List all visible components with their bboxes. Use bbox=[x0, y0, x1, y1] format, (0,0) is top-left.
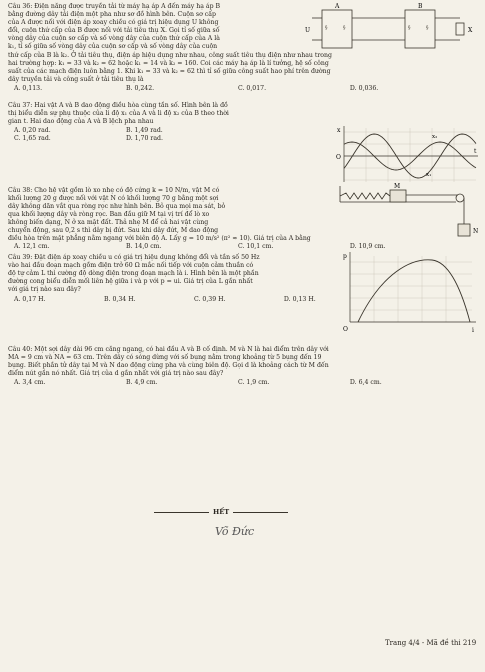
q36-line: dây truyền tải và công suất ở tải tiêu thụ là bbox=[8, 76, 144, 84]
q40-line: bụng. Biết phần tử dây tại M và N dao động cùng pha và cùng biên độ. Gọi d là khoảng cách từ M đến bbox=[8, 362, 329, 370]
q39-options bbox=[14, 296, 316, 304]
q39-line: đường cong biểu diễn mối liên hệ giữa i và p với p = ui. Giá trị của L gần nhất bbox=[8, 278, 253, 286]
q37-options bbox=[14, 127, 163, 143]
svg-text:§: § bbox=[408, 25, 411, 31]
q37-option-d[interactable]: D. 1,70 rad. bbox=[125, 135, 163, 142]
q38-option-c[interactable]: C. 10,1 cm. bbox=[237, 243, 274, 250]
graph-label-x2: x₂ bbox=[432, 134, 438, 140]
question-40 bbox=[8, 346, 478, 378]
p-i-curve bbox=[358, 260, 470, 322]
q37-option-b[interactable]: B. 1,49 rad. bbox=[125, 127, 163, 134]
q39-option-c[interactable]: C. 0,39 H. bbox=[193, 296, 226, 303]
q39-line: Câu 39: Đặt điện áp xoay chiều u có giá trị hiệu dụng không đổi và tần số 50 Hz bbox=[8, 254, 260, 261]
q37-option-c[interactable]: C. 1,65 rad. bbox=[14, 135, 51, 142]
q38-line: điều hòa trên mặt phẳng nằm ngang với biên độ A. Lấy g = 10 m/s² (π² ≈ 10). Giá trị của A bằng bbox=[8, 235, 311, 242]
q39-line: độ tự cảm L thì cường độ dòng điện trong đoạn mạch là i. Hình bên là một phần bbox=[8, 270, 259, 278]
q36-line: Câu 36: Điện năng được truyền tải từ máy hạ áp A đến máy hạ áp B bbox=[8, 3, 221, 10]
question-36 bbox=[8, 3, 311, 52]
q38-line: không biến dạng, N ở xa mặt đất. Thả nhẹ M để cả hai vật cùng bbox=[8, 219, 209, 227]
q38-option-d[interactable]: D. 10,9 cm. bbox=[349, 243, 386, 250]
q36-option-b[interactable]: B. 0,242. bbox=[125, 85, 155, 92]
svg-text:§: § bbox=[426, 25, 429, 31]
q39-line: vào hai đầu đoạn mạch gồm điện trở 60 Ω mắc nối tiếp với cuộn cảm thuần có bbox=[8, 262, 254, 270]
q37-line: gian t. Hai dao động của A và B lệch pha nhau bbox=[8, 118, 154, 126]
q40-option-d[interactable]: D. 6,4 cm. bbox=[349, 379, 382, 386]
q38-line: dây không dãn vắt qua ròng rọc như hình bên. Bỏ qua mọi ma sát, bỏ bbox=[8, 203, 226, 211]
q39-option-b[interactable]: B. 0,34 H. bbox=[103, 296, 136, 303]
q40-line: MA = 9 cm và NA = 63 cm. Trên dây có sóng dừng với số bụng nằm trong khoảng từ 5 bụng đến 19 bbox=[8, 354, 322, 362]
end-rule-left bbox=[154, 512, 209, 513]
q40-option-c[interactable]: C. 1,9 cm. bbox=[237, 379, 270, 386]
svg-text:§: § bbox=[343, 25, 346, 31]
q36-line: bằng đường dây tải điện một pha như sơ đồ hình bên. Cuộn sơ cấp bbox=[8, 11, 217, 19]
q36-options bbox=[14, 85, 378, 93]
q40-options bbox=[14, 379, 382, 387]
q36-line: của A được nối với điện áp xoay chiều có giá trị hiệu dụng U không bbox=[8, 19, 219, 27]
q36-line: đổi, cuộn thứ cấp của B được nối với tải tiêu thụ X. Gọi tỉ số giữa số bbox=[8, 27, 220, 35]
load-x bbox=[456, 23, 464, 35]
q37-line: Câu 37: Hai vật A và B dao động điều hòa cùng tần số. Hình bên là đồ bbox=[8, 102, 228, 109]
handwriting: Võ Đức bbox=[215, 525, 255, 538]
q39-option-a[interactable]: A. 0,17 H. bbox=[14, 296, 46, 303]
q36-option-c[interactable]: C. 0,017. bbox=[237, 85, 267, 92]
graph39-grid bbox=[350, 256, 472, 322]
graph39-label-i: i bbox=[472, 327, 474, 334]
q38-option-a[interactable]: A. 12,1 cm. bbox=[14, 243, 50, 250]
q38-line: chuyển động, sau 0,2 s thì dây bị đứt. Sau khi dây đứt, M dao động bbox=[8, 227, 219, 235]
q36-line: thứ cấp của B là k₂. Ở tải tiêu thụ, điện áp hiệu dụng như nhau, công suất tiêu thụ điện như nhau trong bbox=[8, 52, 332, 59]
label-m: M bbox=[394, 183, 401, 190]
end-marker bbox=[150, 508, 292, 516]
q38-options bbox=[14, 243, 386, 251]
q36-line: vòng dây của cuộn sơ cấp và số vòng dây của cuộn thứ cấp của A là bbox=[8, 35, 220, 43]
label-x: X bbox=[468, 27, 473, 34]
q40-line: điểm nút gần nó nhất. Giá trị của d gần nhất với giá trị nào sau đây? bbox=[8, 370, 224, 378]
graph-label-x1: x₁ bbox=[426, 172, 432, 178]
graph39-label-p: p bbox=[343, 253, 347, 260]
graph-label-t: t bbox=[474, 148, 477, 155]
power-current-graph bbox=[342, 252, 480, 334]
q39-line: với giá trị nào sau đây? bbox=[8, 286, 81, 294]
q38-line: Câu 38: Cho hệ vật gồm lò xo nhẹ có độ cứng k = 10 N/m, vật M có bbox=[8, 187, 220, 194]
question-37 bbox=[8, 102, 338, 126]
end-text: HẾT bbox=[213, 508, 230, 516]
spring bbox=[340, 193, 390, 199]
graph39-label-o: O bbox=[343, 326, 348, 333]
end-rule-right bbox=[233, 512, 288, 513]
label-a: A bbox=[335, 3, 340, 10]
pulley bbox=[456, 194, 464, 202]
svg-text:§: § bbox=[325, 25, 328, 31]
graph-label-x: x bbox=[337, 127, 341, 134]
q38-line: qua khối lượng dây và ròng rọc. Ban đầu giữ M tại vị trí để lò xo bbox=[8, 211, 210, 219]
label-n: N bbox=[473, 228, 479, 235]
question-36-cont bbox=[8, 52, 478, 84]
graph-label-o: O bbox=[336, 154, 341, 161]
label-u: U bbox=[305, 27, 311, 34]
q36-option-d[interactable]: D. 0,036. bbox=[349, 85, 379, 92]
block-m bbox=[390, 190, 406, 202]
q40-option-b[interactable]: B. 4,9 cm. bbox=[125, 379, 158, 386]
oscillation-graph bbox=[336, 126, 480, 182]
q40-line: Câu 40: Một sợi dây dài 96 cm căng ngang, có hai đầu A và B cố định. M và N là hai điểm trên dây với bbox=[8, 346, 329, 353]
q37-line: thị biểu diễn sự phụ thuộc của li độ x₁ của A và li độ x₂ của B theo thời bbox=[8, 110, 229, 118]
spring-pulley-figure bbox=[338, 184, 480, 238]
q38-option-b[interactable]: B. 14,0 cm. bbox=[125, 243, 162, 250]
q39-option-d[interactable]: D. 0,13 H. bbox=[283, 296, 316, 303]
page-footer: Trang 4/4 - Mã đề thi 219 bbox=[385, 639, 477, 647]
block-n bbox=[458, 224, 470, 236]
question-39 bbox=[8, 254, 318, 294]
label-b: B bbox=[418, 3, 423, 10]
transformer-diagram bbox=[305, 3, 480, 54]
q40-option-a[interactable]: A. 3,4 cm. bbox=[14, 379, 46, 386]
q36-line: suất của các mạch điện luôn bằng 1. Khi k₁ = 33 và k₂ = 62 thì tỉ số giữa công suất hao phí trên đường bbox=[8, 68, 331, 76]
q36-option-a[interactable]: A. 0,113. bbox=[14, 85, 43, 92]
question-38 bbox=[8, 187, 338, 236]
q37-option-a[interactable]: A. 0,20 rad. bbox=[14, 127, 51, 134]
q36-line: k₁, tỉ số giữa số vòng dây của cuộn sơ cấp và số vòng dây của cuộn bbox=[8, 43, 218, 51]
q38-line: khối lượng 20 g được nối với vật N có khối lượng 70 g bằng một sợi bbox=[8, 195, 219, 203]
q36-line: hai trường hợp: k₁ = 33 và k₂ = 62 hoặc k₁ = 14 và k₂ = 160. Coi các máy hạ áp là lí tưởng, hệ số công bbox=[8, 60, 329, 68]
